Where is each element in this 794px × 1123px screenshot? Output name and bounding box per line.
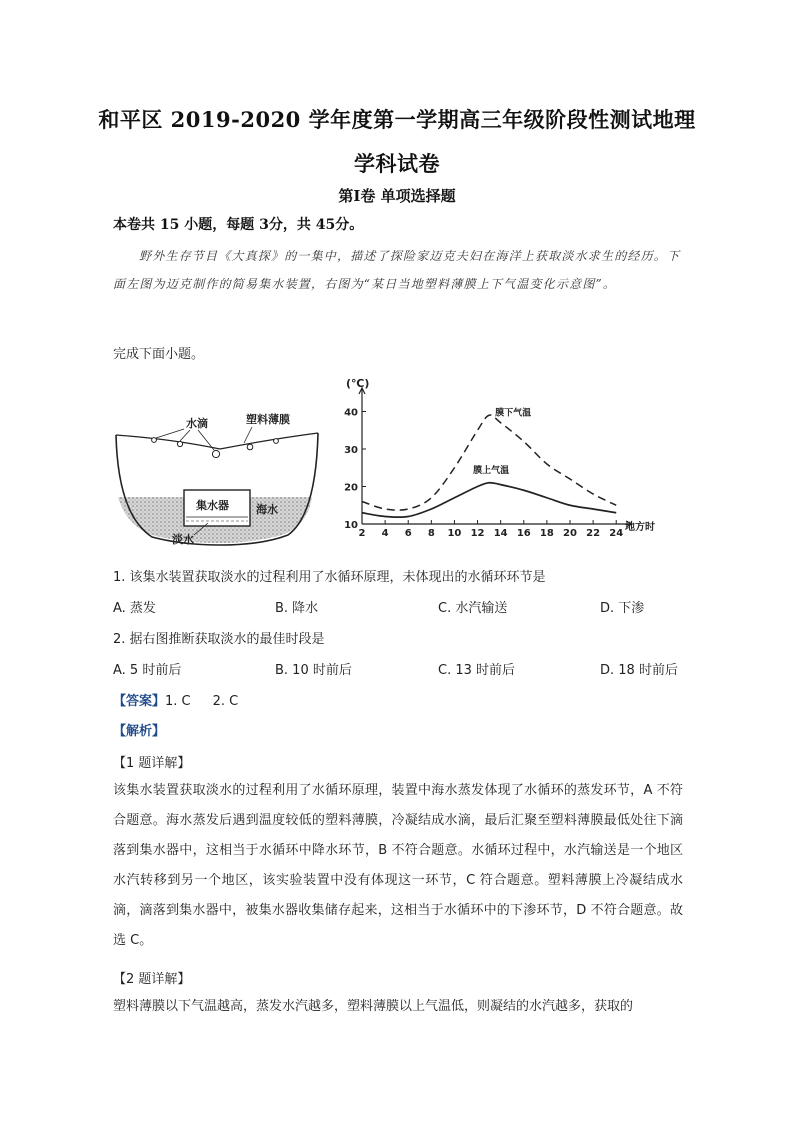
question-2-stem: 2. 据右图推断获取淡水的最佳时段是: [113, 632, 325, 647]
y-tick-label: 20: [344, 482, 358, 494]
q1-option-d[interactable]: D. 下渗: [600, 601, 645, 616]
q2-analysis-text: 塑料薄膜以下气温越高，蒸发水汽越多，塑料薄膜以上气温低，则凝结的水汽越多，获取的: [113, 999, 634, 1014]
answer-line: [113, 690, 238, 709]
x-tick-label: 16: [516, 528, 531, 539]
x-tick-label: 4: [381, 528, 389, 539]
q2-option-c[interactable]: C. 13 时前后: [438, 663, 516, 678]
answer-2: 2. C: [212, 694, 239, 709]
intro-text: 野外生存节目《大真探》的一集中，描述了探险家迈克夫妇在海洋上获取淡水求生的经历。下面左图为迈克制作的简易集水装置，右图为“某日当地塑料薄膜上下气温变化示意图”。: [113, 249, 681, 291]
y-tick-label: 10: [344, 520, 358, 531]
x-tick-label: 6: [404, 528, 412, 539]
chart-unit-label: (℃): [346, 377, 370, 390]
x-tick-label: 20: [563, 528, 577, 539]
answer-1: 1. C: [165, 694, 191, 709]
q1-option-c[interactable]: C. 水汽输送: [438, 601, 508, 616]
label-water-drops: 水滴: [186, 417, 208, 430]
x-tick-label: 14: [493, 528, 508, 539]
y-tick-label: 40: [344, 407, 358, 419]
series-label-over-film: 膜上气温: [473, 465, 510, 476]
intro-paragraph: [113, 242, 683, 298]
x-tick-label: 22: [586, 528, 601, 539]
chart-series-group: [362, 406, 616, 517]
water-drop: [212, 450, 219, 457]
plastic-film-line: [116, 433, 318, 449]
q2-option-b[interactable]: B. 10 时前后: [275, 663, 352, 678]
label-freshwater: 淡水: [172, 533, 194, 546]
temperature-chart: [340, 374, 685, 546]
water-drop: [177, 441, 182, 446]
section-instruction: 本卷共 15 小题，每题 3分，共 45分。: [113, 217, 364, 233]
series-line-over-film: [362, 483, 616, 518]
question-1-stem: 1. 该集水装置获取淡水的过程利用了水循环原理，未体现出的水循环环节是: [113, 570, 546, 585]
label-seawater: 海水: [256, 503, 278, 516]
intro-prompt: 完成下面小题。: [113, 347, 205, 362]
q1-analysis-label: 【1 题详解】: [113, 756, 191, 771]
water-drop: [152, 438, 157, 443]
x-tick-label: 24: [609, 528, 624, 539]
label-plastic-film: 塑料薄膜: [246, 413, 290, 426]
q1-option-b[interactable]: B. 降水: [275, 601, 319, 616]
q2-analysis-label: 【2 题详解】: [113, 972, 191, 987]
q1-option-a[interactable]: A. 蒸发: [113, 601, 156, 616]
x-tick-label: 18: [539, 528, 554, 539]
label-collector: 集水器: [196, 499, 229, 512]
series-line-under-film: [362, 415, 616, 510]
water-drop: [247, 444, 253, 450]
q2-option-d[interactable]: D. 18 时前后: [600, 663, 678, 678]
x-tick-label: 2: [358, 528, 366, 539]
q1-analysis-text: 该集水装置获取淡水的过程利用了水循环原理，装置中海水蒸发体现了水循环的蒸发环节，A 不符合题意。海水蒸发后遇到温度较低的塑料薄膜，冷凝结成水滴，最后汇聚至塑料薄膜最低处往下滴落到集水器中，这相当于水循环中降水环节，B 不符合题意。水循环过程中，水汽输送是一个地区水汽转移到另一个地区，该实验装置中没有体现这一环节，C 符合题意。塑料薄膜上冷凝结成水滴，滴落到集水器中，被集水器收集储存起来，这相当于水循环中的下渗环节，D 不符合题意。故选 C。: [113, 783, 683, 948]
x-tick-label: 8: [427, 528, 435, 539]
section-title: 第Ⅰ卷 单项选择题: [338, 187, 456, 205]
x-tick-label: 10: [447, 528, 462, 539]
page-title-line2: 学科试卷: [354, 151, 440, 176]
chart-xlabel: 地方时: [625, 522, 655, 533]
water-drop: [274, 439, 279, 444]
x-tick-label: 12: [470, 528, 485, 539]
series-label-under-film: 膜下气温: [495, 408, 532, 419]
page-title-line1: 和平区 2019-2020 学年度第一学期高三年级阶段性测试地理: [98, 107, 696, 132]
q2-option-a[interactable]: A. 5 时前后: [113, 663, 182, 678]
y-tick-label: 30: [344, 445, 358, 456]
analysis-label: 【解析】: [113, 724, 166, 739]
answer-label: 【答案】: [113, 694, 166, 709]
water-collector-diagram: [112, 405, 330, 555]
